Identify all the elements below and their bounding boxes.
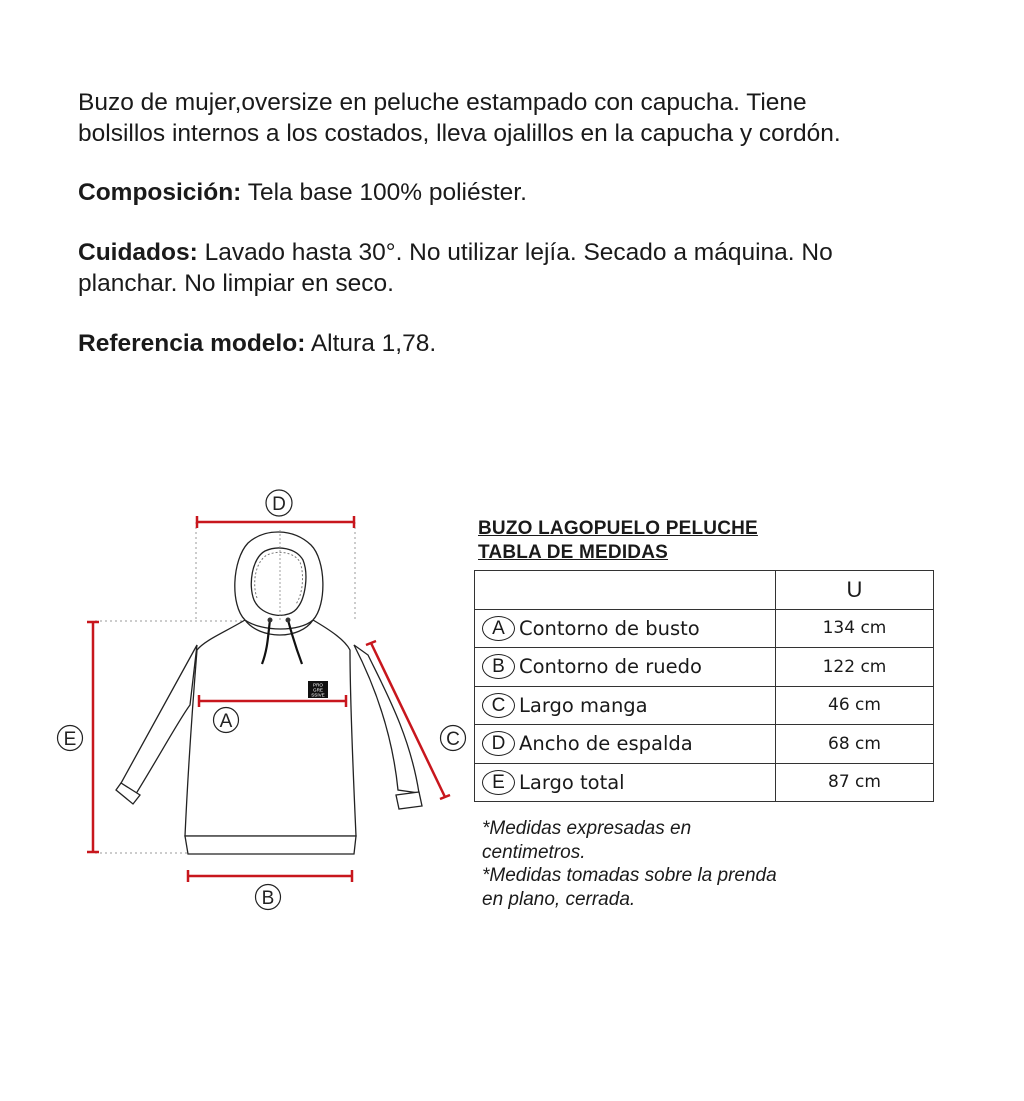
size-table-title: [478, 517, 758, 565]
note-line-2: centimetros.: [482, 841, 586, 863]
row-marker: B: [482, 654, 515, 679]
eyelet-right: [286, 618, 291, 623]
description-line-2: bolsillos internos a los costados, lleva ojalillos en la capucha y cordón.: [78, 120, 841, 147]
logo-text-line-3: SSIVE: [311, 692, 325, 698]
table-row: [475, 763, 934, 802]
row-marker: D: [482, 731, 515, 756]
marker-b: B: [261, 888, 275, 909]
size-table-title-line-1: BUZO LAGOPUELO PELUCHE: [478, 518, 758, 539]
row-value: 68 cm: [776, 725, 934, 764]
row-value: 46 cm: [776, 686, 934, 725]
care-label: Cuidados:: [78, 239, 198, 266]
reference-value: Altura 1,78.: [305, 330, 437, 357]
table-row: [475, 609, 934, 648]
size-table: [474, 570, 934, 802]
row-value: 122 cm: [776, 648, 934, 687]
product-description: [78, 87, 958, 149]
logo-text-line-1: PRO: [313, 682, 323, 688]
care-value-line-2: planchar. No limpiar en seco.: [78, 270, 394, 297]
note-line-1: *Medidas expresadas en: [482, 818, 692, 839]
size-table-header-row: [475, 571, 934, 610]
row-marker: E: [482, 770, 515, 795]
hoodie-outline: [116, 532, 422, 854]
row-label: Largo manga: [519, 693, 648, 717]
measurement-notes: [482, 817, 777, 911]
table-row: [475, 686, 934, 725]
header-empty-cell: [475, 571, 776, 610]
row-marker: A: [482, 616, 515, 641]
logo-text-line-2: GRE: [313, 687, 323, 693]
care-instructions: [78, 237, 958, 299]
marker-a: A: [219, 711, 233, 732]
size-table-title-line-2: TABLA DE MEDIDAS: [478, 542, 669, 563]
care-value-line-1: Lavado hasta 30°. No utilizar lejía. Secado a máquina. No: [197, 239, 833, 266]
row-label: Contorno de ruedo: [519, 655, 702, 679]
note-line-3: *Medidas tomadas sobre la prenda: [482, 865, 777, 886]
composition-value: Tela base 100% poliéster.: [241, 179, 527, 206]
model-reference: [78, 328, 958, 359]
marker-d: D: [272, 494, 286, 515]
marker-e: E: [63, 729, 77, 750]
table-row: [475, 648, 934, 687]
row-marker: C: [482, 693, 515, 718]
table-row: [475, 725, 934, 764]
row-label: Ancho de espalda: [519, 732, 693, 756]
row-value: 87 cm: [776, 763, 934, 802]
note-line-4: en plano, cerrada.: [482, 888, 636, 910]
row-label: Largo total: [519, 770, 625, 794]
row-label: Contorno de busto: [519, 616, 700, 640]
row-value: 134 cm: [776, 609, 934, 648]
reference-label: Referencia modelo:: [78, 330, 306, 357]
size-header: U: [776, 571, 934, 610]
composition-label: Composición:: [78, 179, 242, 206]
description-line-1: Buzo de mujer,oversize en peluche estampado con capucha. Tiene: [78, 89, 807, 116]
composition: [78, 177, 958, 208]
eyelet-left: [268, 618, 273, 623]
hoodie-measurement-diagram: [50, 486, 480, 916]
marker-c: C: [446, 729, 460, 750]
